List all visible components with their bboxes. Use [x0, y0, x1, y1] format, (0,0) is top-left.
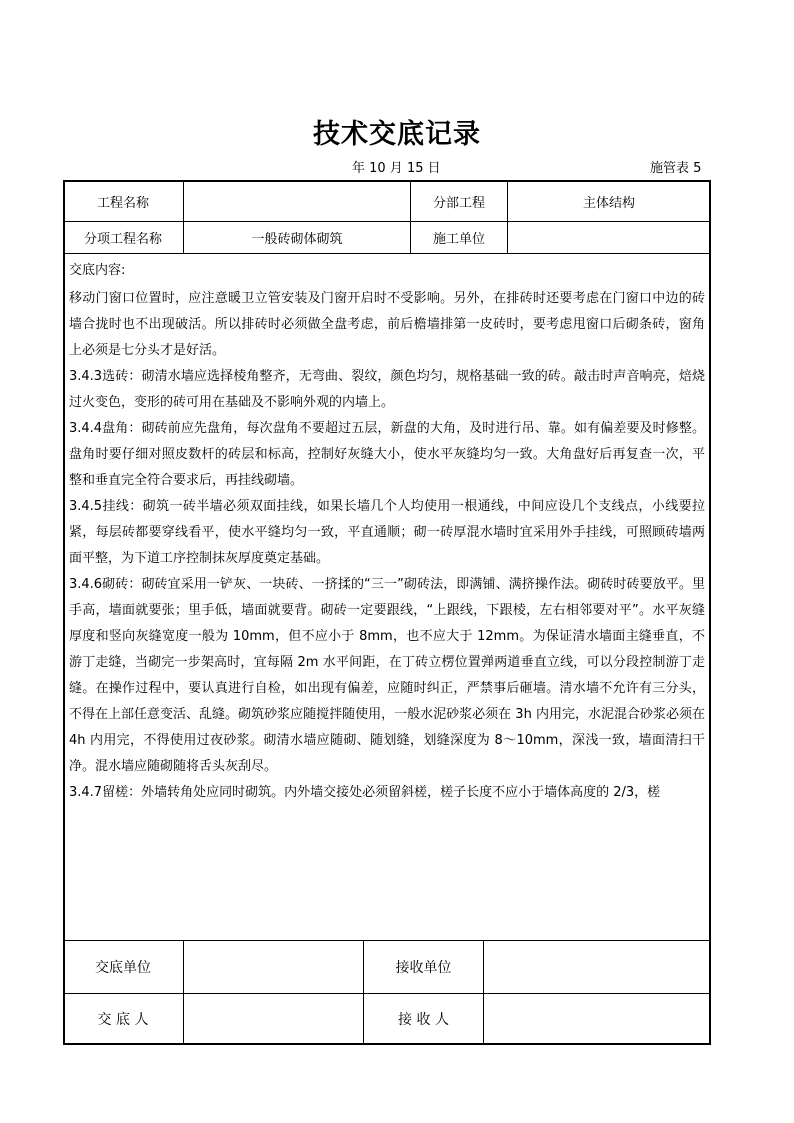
construction-unit-value — [508, 222, 710, 253]
division-value: 主体结构 — [582, 195, 635, 211]
handover-unit-value — [184, 941, 363, 993]
handover-person-value — [184, 994, 363, 1044]
receiving-unit-label: 接收单位 — [395, 960, 452, 976]
handover-content — [69, 258, 705, 806]
content-label: 交底内容: — [69, 263, 126, 278]
handover-person-label: 交 底 人 — [97, 1012, 149, 1028]
project-name-value — [184, 181, 410, 221]
construction-unit-label: 施工单位 — [432, 232, 485, 247]
receiver-value — [484, 994, 710, 1044]
record-date: 年 10 月 15 日 — [352, 161, 441, 176]
content-paragraph: 3.4.3选砖：砌清水墙应选择棱角整齐，无弯曲、裂纹，颜色均匀，规格基础一致的砖。敲击时声音响亮，焙烧过火变色，变形的砖可用在基础及不影响外观的内墙上。 — [69, 369, 705, 410]
content-paragraph: 3.4.6砌砖：砌砖宜采用一铲灰、一块砖、一挤揉的“三一”砌砖法，即满铺、满挤操作法。砌砖时砖要放平。里手高，墙面就要张；里手低，墙面就要背。砌砖一定要跟线，“上跟线，下跟棱，左右相邻要对平”。水平灰缝厚度和竖向灰缝宽度一般为 10mm，但不应小于 8mm，也不应大于 12mm。为保证清水墙面主缝垂直，不游丁走缝，当砌完一步架高时，宜每隔 2m 水平间距，在丁砖立楞位置弹两道垂直立线，可以分段控制游丁走缝。在操作过程中，要认真进行自检，如出现有偏差，应随时纠正，严禁事后砸墙。清水墙不允许有三分头，不得在上部任意变活、乱缝。砌筑砂浆应随搅拌随使用，一般水泥砂浆必须在 3h 内用完，水泥混合砂浆必须在 4h 内用完，不得使用过夜砂浆。砌清水墙应随砌、随划缝，划缝深度为 8～10mm，深浅一致，墙面清扫干净。混水墙应随砌随将舌头灰刮尽。 — [69, 577, 705, 774]
page-title: 技术交底记录 — [313, 119, 481, 150]
content-paragraph: 移动门窗口位置时，应注意暖卫立管安装及门窗开启时不受影响。另外，在排砖时还要考虑在门窗口中边的砖墙合拢时也不出现破活。所以排砖时必须做全盘考虑，前后檐墙排第一皮砖时，要考虑甩窗口后砌条砖，窗角上必须是七分头才是好活。 — [69, 291, 705, 358]
row-divider — [63, 253, 711, 254]
form-number: 施管表 5 — [650, 161, 702, 176]
receiver-label: 接 收 人 — [398, 1012, 449, 1028]
handover-unit-label: 交底单位 — [95, 960, 151, 976]
division-label: 分部工程 — [432, 195, 485, 211]
sub-item-label: 分项工程名称 — [83, 232, 162, 247]
project-name-label: 工程名称 — [96, 195, 149, 211]
content-paragraph: 3.4.7留槎：外墙转角处应同时砌筑。内外墙交接处必须留斜槎，槎子长度不应小于墙体高度的 2/3，槎 — [69, 785, 661, 800]
content-paragraph: 3.4.4盘角：砌砖前应先盘角，每次盘角不要超过五层，新盘的大角，及时进行吊、靠。如有偏差要及时修整。盘角时要仔细对照皮数杆的砖层和标高，控制好灰缝大小，使水平灰缝均匀一致。大角盘好后再复查一次，平整和垂直完全符合要求后，再挂线砌墙。 — [69, 421, 705, 488]
sub-item-value: 一般砖砌体砌筑 — [251, 232, 343, 247]
receiving-unit-value — [484, 941, 710, 993]
content-paragraph: 3.4.5挂线：砌筑一砖半墙必须双面挂线，如果长墙几个人均使用一根通线，中间应设几个支线点，小线要拉紧，每层砖都要穿线看平，使水平缝均匀一致，平直通顺；砌一砖厚混水墙时宜采用外手挂线，可照顾砖墙两面平整，为下道工序控制抹灰厚度奠定基础。 — [69, 499, 705, 566]
